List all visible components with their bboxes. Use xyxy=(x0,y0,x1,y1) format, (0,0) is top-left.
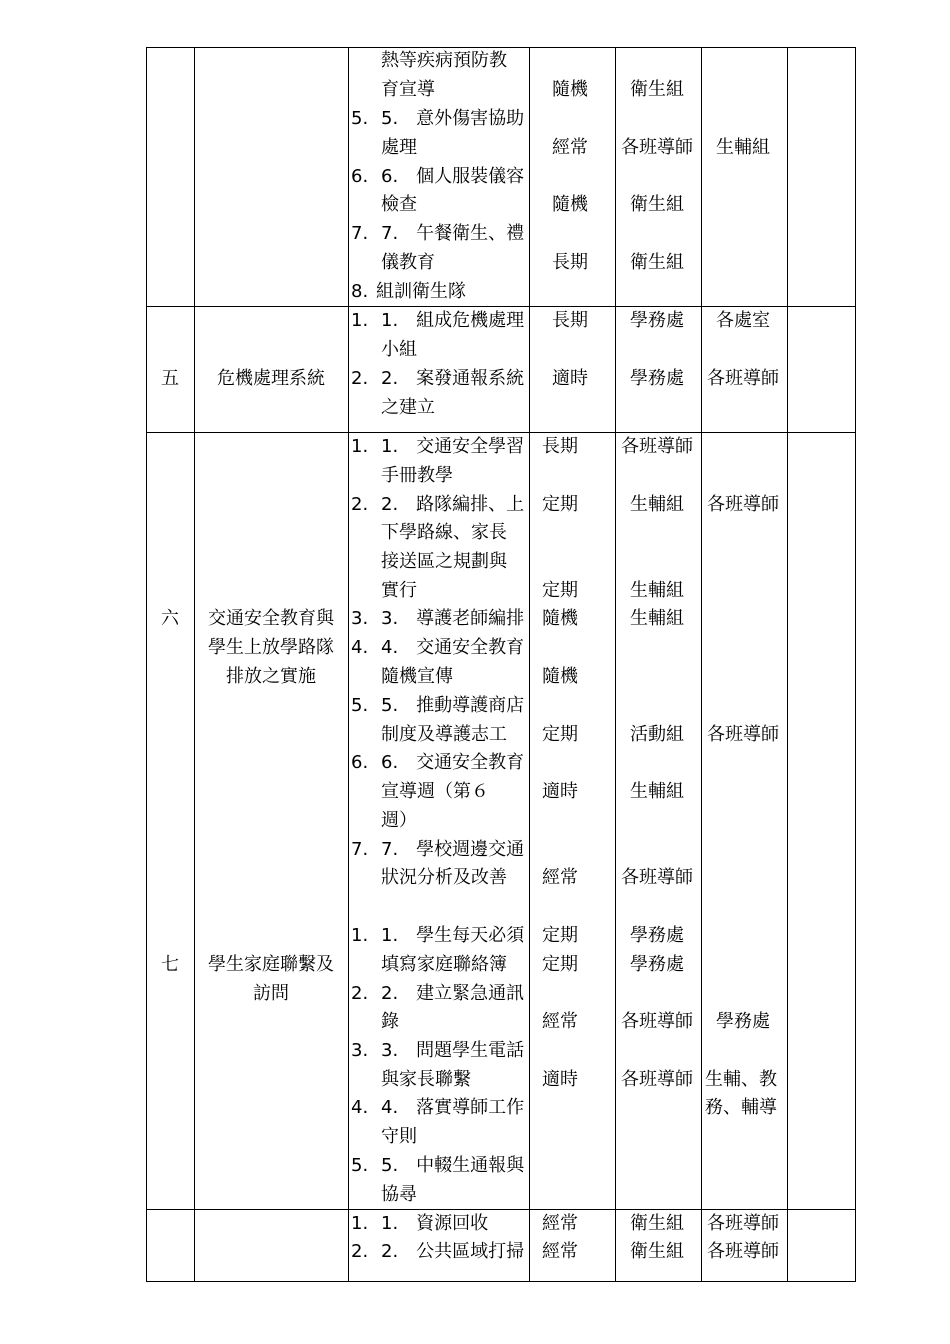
measure-line: 宣導週（第６ xyxy=(381,781,489,802)
timing-cell: 隨機 xyxy=(552,79,588,100)
measure-line: 6. 交通安全教育 xyxy=(381,752,525,773)
measure-line: 檢查 xyxy=(381,194,417,215)
timing-cell: 定期 xyxy=(542,580,578,601)
row-number: 七 xyxy=(161,954,179,975)
measure-line: 1. 學生每天必須 xyxy=(381,925,525,946)
measure-line: 3. 導護老師編排 xyxy=(381,608,525,629)
item-title: 危機處理系統 xyxy=(217,368,325,389)
item-title: 學生上放學路隊 xyxy=(208,637,334,658)
measure-line: 協尋 xyxy=(381,1184,417,1205)
row-number: 六 xyxy=(161,608,179,629)
measure-line: 之建立 xyxy=(381,397,435,418)
lead-cell: 生輔組 xyxy=(630,781,684,802)
measure-line: 小組 xyxy=(381,339,417,360)
row-number: 五 xyxy=(161,368,179,389)
assist-cell: 務、輔導 xyxy=(705,1097,777,1118)
measure-line: 7. 學校週邊交通 xyxy=(381,839,525,860)
lead-cell: 各班導師 xyxy=(621,1011,693,1032)
measure-line: 處理 xyxy=(381,137,417,158)
timing-cell: 定期 xyxy=(542,954,578,975)
measure-line: 2. 案發通報系統 xyxy=(381,368,525,389)
item-title: 學生家庭聯繫及 xyxy=(208,954,334,975)
lead-cell: 學務處 xyxy=(630,310,684,331)
measure-number: 2. xyxy=(351,368,369,389)
measure-line: 狀況分析及改善 xyxy=(381,867,507,888)
timing-cell: 適時 xyxy=(552,368,588,389)
measure-line: 育宣導 xyxy=(381,79,435,100)
lead-cell: 生輔組 xyxy=(630,608,684,629)
measure-line: 手冊教學 xyxy=(381,465,453,486)
lead-cell: 生輔組 xyxy=(630,580,684,601)
assist-cell: 各處室 xyxy=(716,310,770,331)
timing-cell: 定期 xyxy=(542,724,578,745)
assist-cell: 生輔、教 xyxy=(705,1069,777,1090)
measure-line: 接送區之規劃與 xyxy=(381,551,507,572)
assist-cell: 學務處 xyxy=(716,1011,770,1032)
measure-number: 7. xyxy=(351,223,369,244)
assist-cell: 各班導師 xyxy=(707,494,779,515)
measure-line: 週） xyxy=(381,810,417,831)
timing-cell: 適時 xyxy=(542,781,578,802)
assist-cell: 生輔組 xyxy=(716,137,770,158)
timing-cell: 定期 xyxy=(542,494,578,515)
measure-number: 2. xyxy=(351,494,369,515)
measure-number: 8. xyxy=(351,281,369,302)
assist-cell: 各班導師 xyxy=(707,368,779,389)
timing-cell: 定期 xyxy=(542,925,578,946)
measure-line: 2. 公共區域打掃 xyxy=(381,1241,525,1262)
timing-cell: 長期 xyxy=(552,310,588,331)
lead-cell: 活動組 xyxy=(630,724,684,745)
lead-cell: 衛生組 xyxy=(630,79,684,100)
measure-number: 1. xyxy=(351,925,369,946)
timing-cell: 隨機 xyxy=(542,608,578,629)
measure-number: 6. xyxy=(351,752,369,773)
item-title: 排放之實施 xyxy=(226,666,316,687)
lead-cell: 各班導師 xyxy=(621,137,693,158)
timing-cell: 經常 xyxy=(552,137,588,158)
lead-cell: 各班導師 xyxy=(621,436,693,457)
lead-cell: 衛生組 xyxy=(630,252,684,273)
measure-line: 錄 xyxy=(381,1011,399,1032)
measure-number: 4. xyxy=(351,1097,369,1118)
measure-line: 熱等疾病預防教 xyxy=(381,50,507,71)
measure-line: 儀教育 xyxy=(381,252,435,273)
measure-line: 制度及導護志工 xyxy=(381,724,507,745)
measure-line: 5. 推動導護商店 xyxy=(381,695,525,716)
measure-line: 隨機宣傳 xyxy=(381,666,453,687)
measure-number: 2. xyxy=(351,1241,369,1262)
measure-number: 3. xyxy=(351,1040,369,1061)
assist-cell: 各班導師 xyxy=(707,1241,779,1262)
timing-cell: 經常 xyxy=(542,1241,578,1262)
lead-cell: 學務處 xyxy=(630,368,684,389)
lead-cell: 各班導師 xyxy=(621,867,693,888)
measure-line: 7. 午餐衛生、禮 xyxy=(381,223,525,244)
item-title: 訪問 xyxy=(253,983,289,1004)
measure-number: 5. xyxy=(351,695,369,716)
timing-cell: 隨機 xyxy=(542,666,578,687)
measure-line: 5. 中輟生通報與 xyxy=(381,1155,525,1176)
lead-cell: 各班導師 xyxy=(621,1069,693,1090)
measure-number: 1. xyxy=(351,436,369,457)
timing-cell: 經常 xyxy=(542,1011,578,1032)
measure-number: 5. xyxy=(351,1155,369,1176)
measure-number: 6. xyxy=(351,166,369,187)
item-title: 交通安全教育與 xyxy=(208,608,334,629)
measure-line: 6. 個人服裝儀容 xyxy=(381,166,525,187)
assist-cell: 各班導師 xyxy=(707,1213,779,1234)
measure-line: 2. 路隊編排、上 xyxy=(381,494,525,515)
timing-cell: 適時 xyxy=(542,1069,578,1090)
measure-line: 守則 xyxy=(381,1126,417,1147)
measure-line: 1. 資源回收 xyxy=(381,1213,489,1234)
measure-line: 1. 交通安全學習 xyxy=(381,436,525,457)
lead-cell: 學務處 xyxy=(630,925,684,946)
measure-line: 填寫家庭聯絡簿 xyxy=(381,954,507,975)
lead-cell: 學務處 xyxy=(630,954,684,975)
measure-line: 4. 交通安全教育 xyxy=(381,637,525,658)
measure-line: 4. 落實導師工作 xyxy=(381,1097,525,1118)
measure-line: 與家長聯繫 xyxy=(381,1069,471,1090)
measure-number: 1. xyxy=(351,1213,369,1234)
measure-line: 組訓衛生隊 xyxy=(376,281,466,302)
timing-cell: 經常 xyxy=(542,1213,578,1234)
measure-line: 2. 建立緊急通訊 xyxy=(381,983,525,1004)
lead-cell: 衛生組 xyxy=(630,1213,684,1234)
timing-cell: 經常 xyxy=(542,867,578,888)
lead-cell: 生輔組 xyxy=(630,494,684,515)
lead-cell: 衛生組 xyxy=(630,194,684,215)
measure-line: 3. 問題學生電話 xyxy=(381,1040,525,1061)
timing-cell: 隨機 xyxy=(552,194,588,215)
measure-number: 2. xyxy=(351,983,369,1004)
timing-cell: 長期 xyxy=(542,436,578,457)
measure-number: 5. xyxy=(351,108,369,129)
measure-line: 5. 意外傷害協助 xyxy=(381,108,525,129)
measure-number: 1. xyxy=(351,310,369,331)
assist-cell: 各班導師 xyxy=(707,724,779,745)
measure-line: 下學路線、家長 xyxy=(381,522,507,543)
measure-line: 實行 xyxy=(381,580,417,601)
timing-cell: 長期 xyxy=(552,252,588,273)
measure-number: 7. xyxy=(351,839,369,860)
lead-cell: 衛生組 xyxy=(630,1241,684,1262)
measure-number: 4. xyxy=(351,637,369,658)
measure-number: 3. xyxy=(351,608,369,629)
measure-line: 1. 組成危機處理 xyxy=(381,310,525,331)
